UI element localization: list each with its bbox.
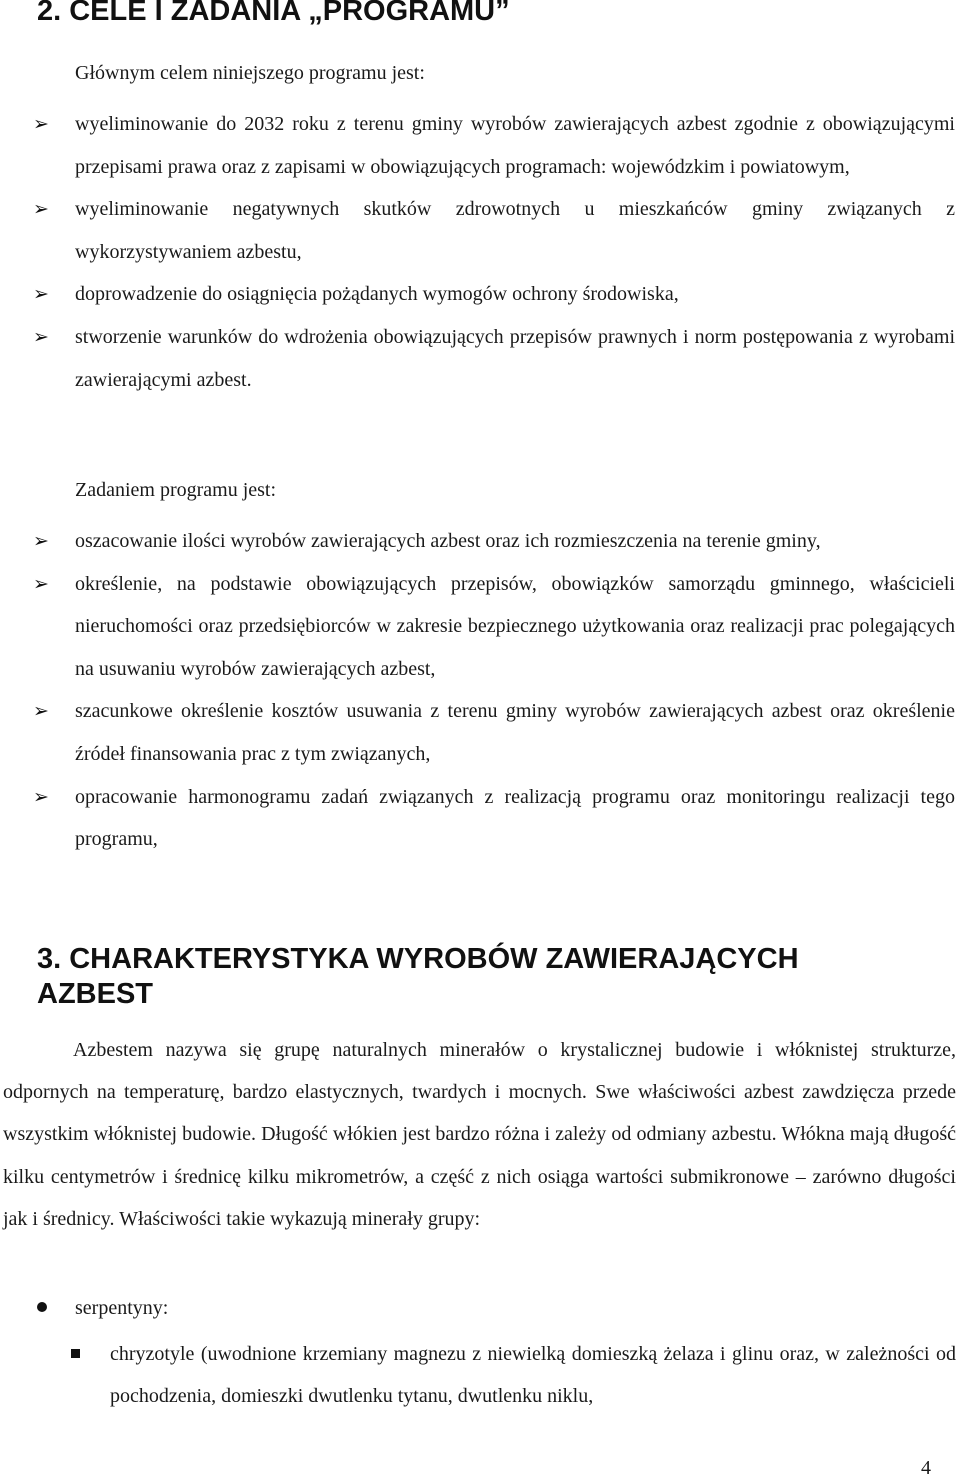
list-item-text: wyeliminowanie do 2032 roku z terenu gminy wyrobów zawierających azbest zgodnie z obowiązującymi przepisami prawa oraz z zapisami w obowiązujących programach: wojewódzkim i powiatowym, [75, 113, 955, 178]
list-item [0, 776, 960, 861]
list-item-text: stworzenie warunków do wdrożenia obowiązujących przepisów prawnych i norm postępowania z wyrobami zawierającymi azbest. [75, 325, 955, 391]
list-item-text: doprowadzenie do osiągnięcia pożądanych wymogów ochrony środowiska, [75, 283, 679, 306]
list-item-text: określenie, na podstawie obowiązujących przepisów, obowiązków samorządu gminnego, właścicieli nieruchomości oraz przedsiębiorców w zakresie bezpiecznego użytkowania oraz realizacji prac polegających na usuwaniu wyrobów zawierających azbest, [75, 572, 955, 680]
asbestos-description-paragraph: Azbestem nazywa się grupę naturalnych minerałów o krystalicznej budowie i włóknistej strukturze, odpornych na temperaturę, bardzo elastycznych, twardych i mocnych. Swe właściwości azbest zawdzięcza przede wszystkim włóknistej budowie. Długość włókien jest bardzo różna i zależy od odmiany azbestu. Włókna mają długość kilku centymetrów i średnicę kilku mikrometrów, a część z nich osiąga wartości submikronowe – zarówno długości jak i średnicy. Właściwości takie wykazują minerały grupy: [3, 1039, 956, 1230]
list-item-text: szacunkowe określenie kosztów usuwania z terenu gminy wyrobów zawierających azbest oraz określenie źródeł finansowania prac z tym związanych, [75, 700, 955, 765]
square-bullet-icon [71, 1349, 80, 1358]
section-2-heading: 2. CELE I ZADANIA „PROGRAMU” [37, 0, 510, 27]
list-item [0, 188, 960, 273]
round-bullet-icon [37, 1302, 47, 1312]
list-item-text: opracowanie harmonogramu zadań związanych z realizacją programu oraz monitoringu realizacji tego programu, [75, 785, 955, 851]
arrowhead-bullet-icon: ➢ [33, 700, 49, 723]
arrowhead-bullet-icon: ➢ [33, 113, 49, 135]
arrowhead-bullet-icon: ➢ [33, 572, 49, 595]
list-item [0, 103, 960, 188]
list-item-text: oszacowanie ilości wyrobów zawierających azbest oraz ich rozmieszczenia na terenie gminy, [75, 530, 821, 552]
arrowhead-bullet-icon: ➢ [33, 530, 49, 552]
section-3-heading: 3. CHARAKTERYSTYKA WYROBÓW ZAWIERAJĄCYCH AZBEST [37, 943, 799, 1010]
arrowhead-bullet-icon: ➢ [33, 198, 49, 221]
goals-intro: Głównym celem niniejszego programu jest: [75, 62, 425, 84]
subgroup-item [110, 1333, 956, 1417]
arrowhead-bullet-icon: ➢ [33, 325, 49, 348]
group-label: serpentyny: [75, 1297, 169, 1319]
tasks-list [0, 520, 960, 861]
list-item [0, 520, 960, 563]
list-item-text: wyeliminowanie negatywnych skutków zdrowotnych u mieszkańców gminy związanych z wykorzystywaniem azbestu, [75, 198, 955, 263]
list-item [0, 273, 960, 316]
arrowhead-bullet-icon: ➢ [33, 785, 49, 808]
list-item [0, 690, 960, 775]
group-item [37, 1288, 168, 1328]
list-item [0, 563, 960, 691]
tasks-intro: Zadaniem programu jest: [75, 479, 277, 501]
arrowhead-bullet-icon: ➢ [33, 283, 49, 306]
subgroup-text: chryzotyle (uwodnione krzemiany magnezu z niewielką domieszką żelaza i glinu oraz, w zależności od pochodzenia, domieszki dwutlenku tytanu, dwutlenku niklu, [110, 1343, 956, 1407]
list-item [0, 316, 960, 401]
page-number: 4 [921, 1457, 931, 1479]
goals-list [0, 103, 960, 401]
